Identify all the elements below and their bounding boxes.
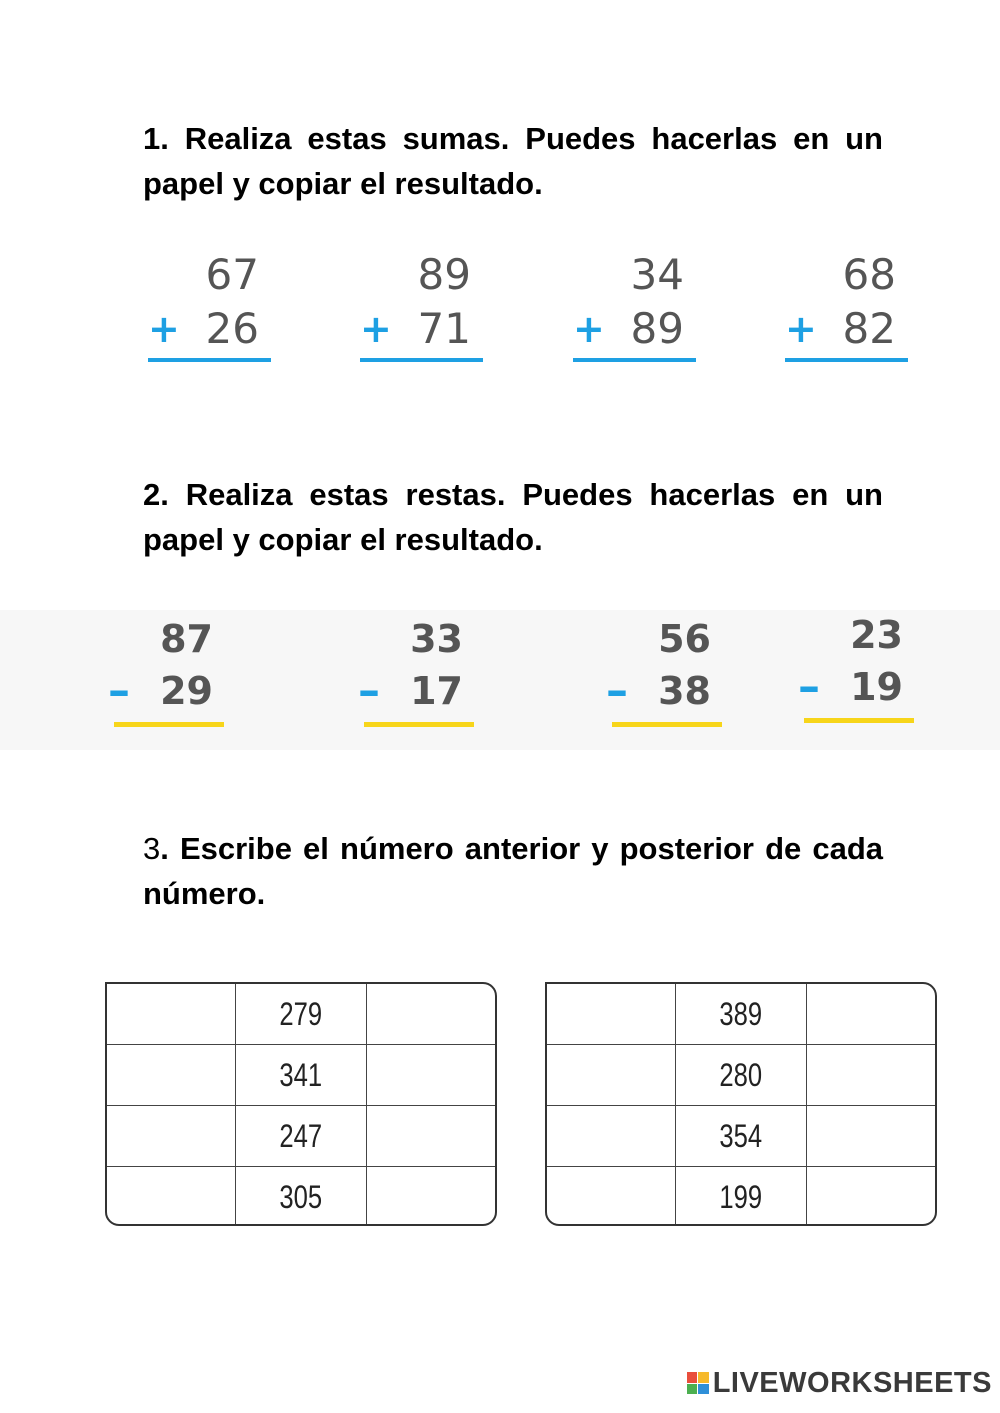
answer-cell-after[interactable] [807,1045,936,1106]
given-number-cell: 341 [236,1045,367,1106]
sum-underline [573,358,696,362]
given-number-cell: 389 [676,984,807,1045]
question-2: 2. Realiza estas restas. Puedes hacerlas en un papel y copiar el resultado. [143,477,883,557]
answer-cell-before[interactable] [107,984,236,1045]
answer-cell-after[interactable] [807,1167,936,1227]
subtractions-row [0,610,1000,750]
subtraction-problem [108,614,233,734]
answer-cell-before[interactable] [547,1106,676,1167]
minus-sign: – [358,665,380,716]
sub-bottom-number: 38 [658,669,711,713]
number-table-left [105,982,497,1226]
answer-cell-after[interactable] [367,984,496,1045]
minus-sign: – [798,661,820,712]
plus-sign: + [148,307,180,351]
sum-bottom-number: 26 [205,304,259,353]
table-row [547,1106,935,1167]
sum-problem [785,250,910,370]
liveworksheets-logo-icon [687,1372,709,1394]
sub-bottom-number: 19 [850,665,903,709]
sub-underline [804,718,914,723]
sub-top-number: 33 [410,617,463,661]
sub-top-number: 87 [160,617,213,661]
plus-sign: + [573,307,605,351]
answer-cell-after[interactable] [367,1045,496,1106]
sum-bottom-number: 71 [417,304,471,353]
answer-cell-before[interactable] [107,1045,236,1106]
number-table-right [545,982,937,1226]
question-1: 1. Realiza estas sumas. Puedes hacerlas en un papel y copiar el resultado. [143,121,883,201]
plus-sign: + [785,307,817,351]
sub-top-number: 23 [850,613,903,657]
answer-cell-before[interactable] [107,1106,236,1167]
table-row [107,1106,495,1167]
given-number-cell: 247 [236,1106,367,1167]
sum-underline [785,358,908,362]
minus-sign: – [108,665,130,716]
sub-bottom-number: 17 [410,669,463,713]
table-row [547,1167,935,1227]
answer-cell-after[interactable] [807,1106,936,1167]
sum-underline [360,358,483,362]
subtraction-problem [358,614,483,734]
sum-problem [573,250,698,370]
sum-problem [148,250,273,370]
plus-sign: + [360,307,392,351]
sum-problem [360,250,485,370]
given-number-cell: 280 [676,1045,807,1106]
liveworksheets-logo[interactable] [687,1367,992,1399]
sum-top-number: 34 [630,250,684,299]
subtraction-problem [606,614,731,734]
table-row [107,1167,495,1227]
table-row [107,984,495,1045]
table-row [547,1045,935,1106]
question-3-text: . Escribe el número anterior y posterior de cada número. [143,831,883,911]
sub-underline [114,722,224,727]
answer-cell-before[interactable] [107,1167,236,1227]
answer-cell-after[interactable] [807,984,936,1045]
answer-cell-before[interactable] [547,984,676,1045]
minus-sign: – [606,665,628,716]
given-number-cell: 305 [236,1167,367,1227]
answer-cell-after[interactable] [367,1106,496,1167]
sums-row [0,250,1000,380]
table-row [107,1045,495,1106]
sum-underline [148,358,271,362]
sum-bottom-number: 82 [842,304,896,353]
question-3-number: 3 [143,831,161,866]
sub-bottom-number: 29 [160,669,213,713]
sum-top-number: 67 [205,250,259,299]
table-row [547,984,935,1045]
sum-bottom-number: 89 [630,304,684,353]
subtraction-problem [798,610,923,730]
answer-cell-before[interactable] [547,1045,676,1106]
logo-text: LIVEWORKSHEETS [712,1366,992,1399]
answer-cell-after[interactable] [367,1167,496,1227]
given-number-cell: 279 [236,984,367,1045]
sum-top-number: 89 [417,250,471,299]
question-3 [143,826,883,916]
sub-underline [612,722,722,727]
answer-cell-before[interactable] [547,1167,676,1227]
sub-top-number: 56 [658,617,711,661]
sum-top-number: 68 [842,250,896,299]
sub-underline [364,722,474,727]
given-number-cell: 199 [676,1167,807,1227]
given-number-cell: 354 [676,1106,807,1167]
